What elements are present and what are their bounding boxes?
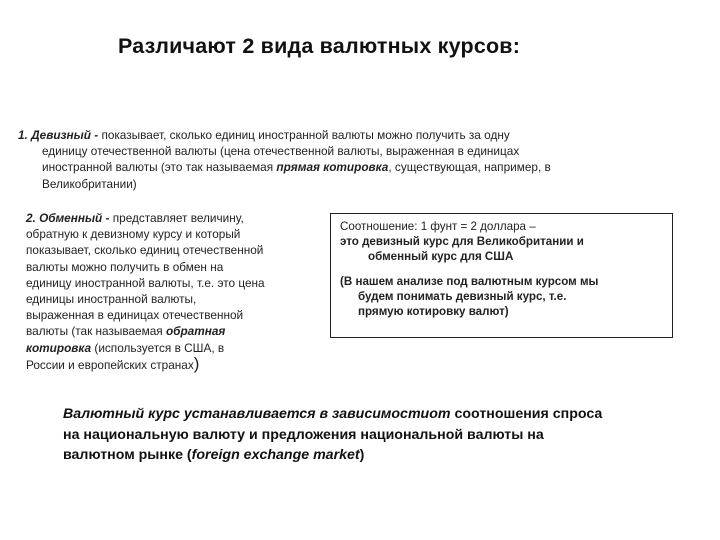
devizny-line-3: иностранной валюты (это так называемая прямая котировка, существующая, например, в	[42, 160, 551, 175]
obmenny-line-6: единицы иностранной валюты,	[26, 292, 197, 307]
ratio-line-2: это девизный курс для Великобритании и	[340, 234, 584, 248]
obmenny-line-9: котировка (используется в США, в	[26, 340, 225, 355]
conclusion-line-1: Валютный курс устанавливается в зависимостиот соотношения спроса	[63, 406, 603, 422]
obmenny-line-8: валюты (так называемая обратная	[26, 324, 226, 339]
obmenny-line-2: обратную к девизному курсу и который	[26, 227, 241, 242]
inverse-quote-term-cont: котировка	[26, 340, 92, 355]
ratio-box	[340, 220, 670, 320]
obmenny-line-10: России и европейских странах)	[26, 353, 200, 373]
obmenny-line-7: выраженная в единицах отечественной	[26, 308, 244, 323]
inverse-quote-term: обратная	[165, 324, 226, 339]
obmenny-line-4: валюты можно получить в обмен на	[26, 259, 224, 274]
ratio-line-4: (В нашем анализе под валютным курсом мы	[340, 275, 599, 289]
obmenny-line-5: единицу иностранной валюты, т.е. это цена	[26, 275, 265, 290]
devizny-term: 1. Девизный -	[18, 128, 102, 142]
conclusion-line-2: на национальную валюту и предложения национальной валюты на	[63, 426, 544, 443]
devizny-line-4: Великобритании)	[42, 176, 137, 191]
slide-title: Различают 2 вида валютных курсов:	[118, 34, 521, 58]
ratio-line-6: прямую котировку валют)	[358, 304, 509, 318]
conclusion-emphasis: Валютный курс устанавливается в зависимостиот	[63, 406, 451, 422]
foreign-exchange-term: foreign exchange market	[191, 447, 360, 463]
obmenny-line-1: 2. Обменный - представляет величину,	[26, 211, 244, 225]
devizny-paragraph	[18, 127, 678, 192]
ratio-line-3: обменный курс для США	[368, 249, 514, 263]
devizny-line-2: единицу отечественной валюты (цена отечественной валюты, выраженная в единицах	[42, 144, 520, 159]
obmenny-term: 2. Обменный -	[26, 211, 113, 225]
conclusion-line-3: валютном рынке (foreign exchange market)	[63, 447, 365, 463]
obmenny-paragraph	[26, 210, 316, 373]
obmenny-line-3: показывает, сколько единиц отечественной	[26, 243, 264, 258]
ratio-line-5: будем понимать девизный курс, т.е.	[358, 290, 567, 304]
ratio-line-1: Соотношение: 1 фунт = 2 доллара –	[340, 220, 536, 233]
conclusion-paragraph	[63, 404, 703, 466]
devizny-line-1: 1. Девизный - показывает, сколько единиц иностранной валюты можно получить за одну	[18, 128, 510, 142]
direct-quote-term: прямая котировка	[276, 160, 389, 175]
